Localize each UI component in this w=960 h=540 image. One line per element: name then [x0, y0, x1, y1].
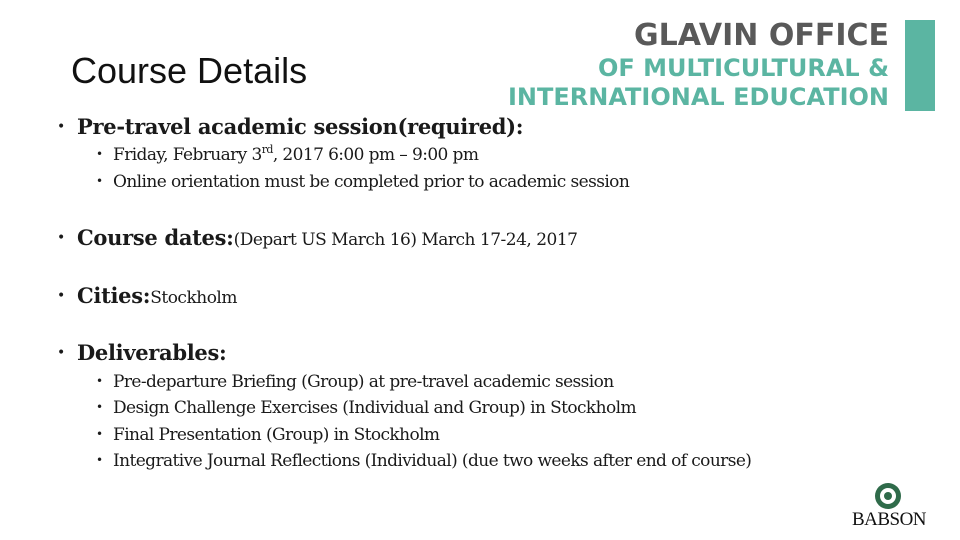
bullet-dot: •: [96, 453, 104, 467]
logo-accent-bar: [905, 20, 935, 111]
ordinal-suffix: rd: [261, 143, 273, 156]
babson-wordmark: BABSON: [851, 509, 927, 530]
sub-bullet-session-date: [96, 145, 478, 165]
bullet-value: (Depart US March 16) March 17-24, 2017: [233, 230, 578, 250]
logo-line-1: GLAVIN OFFICE: [633, 18, 889, 53]
sub-bullet-orientation: [96, 172, 629, 192]
bullet-dot: •: [96, 374, 104, 388]
bullet-deliverables: [57, 340, 226, 365]
bullet-label: Cities:: [77, 283, 151, 308]
sub-bullet-deliverable: [96, 451, 751, 471]
sub-bullet-text: Online orientation must be completed prior to academic session: [113, 172, 630, 192]
bullet-dot: •: [96, 147, 104, 161]
bullet-dot: •: [96, 174, 104, 188]
bullet-value: Stockholm: [150, 288, 237, 308]
bullet-label: Deliverables:: [77, 340, 227, 365]
bullet-cities: [57, 283, 237, 308]
sub-bullet-text: Friday, February 3: [113, 145, 262, 165]
sub-bullet-deliverable: [96, 425, 439, 445]
bullet-label: Pre-travel academic session(required):: [77, 114, 524, 139]
babson-logo: [845, 483, 933, 529]
bullet-dot: •: [57, 230, 66, 246]
sub-bullet-text: , 2017 6:00 pm – 9:00 pm: [272, 145, 479, 165]
bullet-dot: •: [96, 427, 104, 441]
sub-bullet-text: Final Presentation (Group) in Stockholm: [113, 425, 440, 445]
sub-bullet-text: Integrative Journal Reflections (Individual) (due two weeks after end of course): [113, 451, 752, 471]
bullet-dot: •: [96, 400, 104, 414]
logo-line-2: OF MULTICULTURAL &: [597, 54, 889, 82]
sub-bullet-deliverable: [96, 372, 614, 392]
babson-emblem-icon: [875, 483, 901, 509]
sub-bullet-text: Pre-departure Briefing (Group) at pre-travel academic session: [113, 372, 614, 392]
bullet-course-dates: [57, 225, 578, 250]
bullet-dot: •: [57, 119, 66, 135]
sub-bullet-deliverable: [96, 398, 636, 418]
bullet-dot: •: [57, 345, 66, 361]
glavin-office-logo: [508, 18, 935, 113]
bullet-pre-travel-session: [57, 114, 523, 139]
bullet-label: Course dates:: [77, 225, 234, 250]
bullet-dot: •: [57, 288, 66, 304]
slide-title: Course Details: [71, 50, 308, 91]
logo-line-3: INTERNATIONAL EDUCATION: [508, 83, 889, 111]
sub-bullet-text: Design Challenge Exercises (Individual and Group) in Stockholm: [113, 398, 636, 418]
